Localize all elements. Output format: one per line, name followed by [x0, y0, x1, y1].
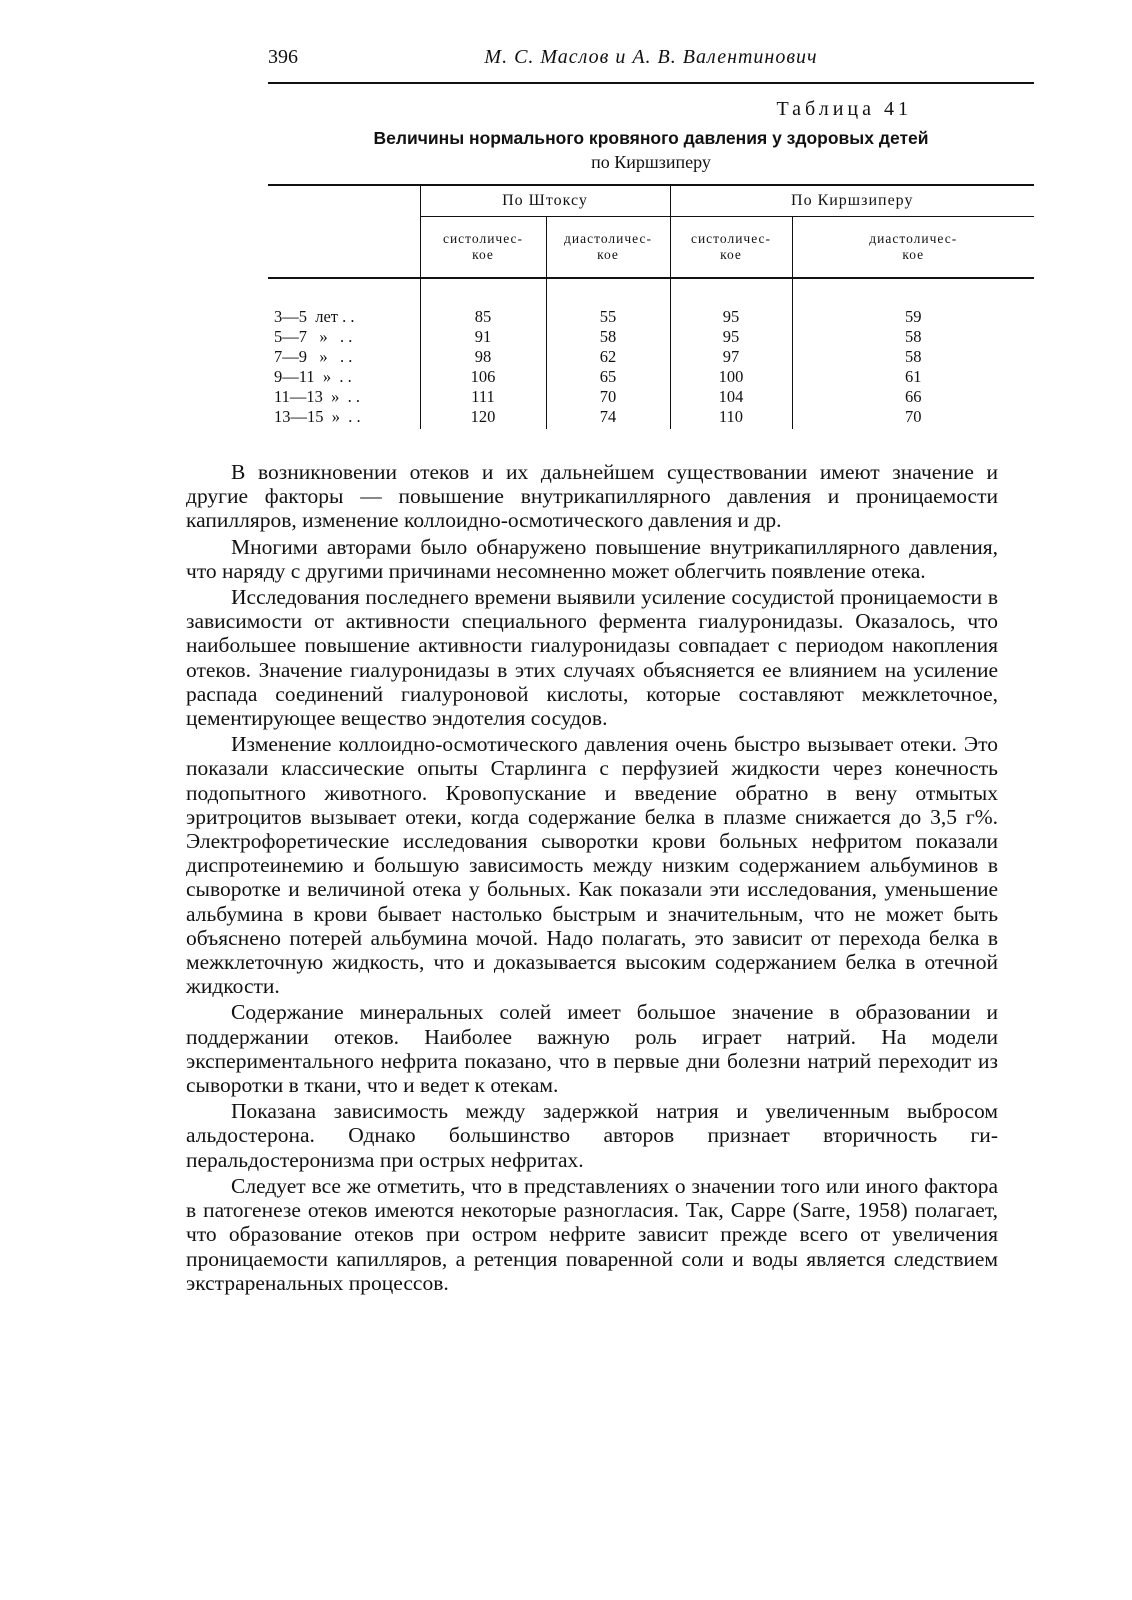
table-row: [268, 327, 1034, 347]
age-cell: 9—11 » . .: [274, 367, 352, 386]
value-cell: 74: [546, 407, 670, 429]
sub-header-text: систоличес- кое: [690, 231, 772, 262]
age-cell: 5—7 » . .: [274, 327, 353, 346]
paragraph: Изменение коллоидно-осмотического давления очень быстро вызывает отеки. Это показали классические опыты Старлинга с перфузией жидкости через конечность подопытного животного. Кровопускание и введение обратно в вену отмытых эритроцитов вызывает отеки, когда содержание белка в плазме снижается до 3,5 г%. Электрофоретические исследования сыворотки крови больных нефритом показали диспротеинемию и большую зависимость между низким содержанием альбуминов в сыворотке и величиной отека у больных. Как показали эти исследования, уменьшение альбумина в крови бывает настолько быстрым и значительным, что не может быть объяснено потерей альбумина мочой. Надо полагать, это зависит от перехода белка в межклеточную жидкость, что и доказывается высоким содержанием белка в отечной жидкости.: [186, 732, 998, 999]
value-cell: 100: [670, 367, 792, 387]
age-cell: 11—13 » . .: [274, 387, 361, 406]
value-cell: 95: [670, 307, 792, 327]
sub-header-systolic-stoks: [420, 217, 546, 279]
value-cell: 62: [546, 347, 670, 367]
value-cell: 61: [792, 367, 1034, 387]
value-cell: 65: [546, 367, 670, 387]
sub-header-text: систоличес- кое: [442, 231, 524, 262]
value-cell: 106: [420, 367, 546, 387]
group-header-stoks: По Штоксу: [420, 185, 670, 217]
sub-header-systolic-kirshziper: [670, 217, 792, 279]
table-subtitle: по Киршзиперу: [591, 152, 711, 172]
running-title: М. С. Маслов и А. В. Валентинович: [484, 46, 818, 68]
paragraph: Следует все же отметить, что в представлениях о значении того или иного фактора в патогенезе отеков имеются некоторые разногласия. Так, Сарре (Sarre, 1958) полагает, что образование отеков при остром нефрите зависит прежде всего от увеличения проницаемости капилляров, а ретенция поваренной соли и воды является следствием экстраренальных процессов.: [186, 1173, 998, 1295]
value-cell: 97: [670, 347, 792, 367]
table-row: [268, 307, 1034, 327]
group-header-kirshziper: По Киршзиперу: [670, 185, 1034, 217]
value-cell: 58: [792, 347, 1034, 367]
page-header: [268, 46, 1034, 84]
table-row: [268, 347, 1034, 367]
value-cell: 70: [546, 387, 670, 407]
value-cell: 58: [546, 327, 670, 347]
value-cell: 98: [420, 347, 546, 367]
paragraph: Исследования последнего времени выявили усиление сосудистой проницаемости в зависимости от активности специального фермента гиалуронидазы. Оказалось, что наибольшее повышение активности гиалуронидазы совпадает с периодом накопления отеков. Значение гиалуронидазы в этих случаях объясняется ее влиянием на усиление распада соединений гиалуроновой кислоты, которые составляют межклеточное, цементирующее вещество эндотелия сосудов.: [186, 585, 998, 731]
table-row: [268, 367, 1034, 387]
value-cell: 95: [670, 327, 792, 347]
sub-header-diastolic-kirshziper: [792, 217, 1034, 279]
body-text: [186, 460, 998, 1295]
age-cell: 3—5 лет . .: [274, 307, 355, 326]
value-cell: 55: [546, 307, 670, 327]
table-corner-cell: [268, 185, 420, 278]
paragraph: Содержание минеральных солей имеет большое значение в образовании и поддержании отеков. Наиболее важную роль играет натрий. На модели экспериментального нефрита показано, что в первые дни болезни натрий переходит из сыворотки в ткани, что и ведет к отекам.: [186, 1000, 998, 1098]
value-cell: 120: [420, 407, 546, 429]
age-cell: 7—9 » . .: [274, 347, 353, 366]
value-cell: 66: [792, 387, 1034, 407]
table-spacer-row: [268, 278, 1034, 307]
value-cell: 91: [420, 327, 546, 347]
paragraph: Многими авторами было обнаружено повышение внутрикапиллярного давления, что наряду с другими причинами несомненно может облегчить появление отека.: [186, 534, 998, 583]
value-cell: 59: [792, 307, 1034, 327]
page-number: 396: [268, 46, 298, 68]
table-row: [268, 387, 1034, 407]
value-cell: 58: [792, 327, 1034, 347]
table-row: [268, 407, 1034, 429]
value-cell: 104: [670, 387, 792, 407]
blood-pressure-table: [268, 184, 1034, 429]
sub-header-text: диастоличес- кое: [869, 231, 958, 262]
value-cell: 110: [670, 407, 792, 429]
paragraph: Показана зависимость между задержкой натрия и увеличенным выбросом альдостерона. Однако большинство авторов признает вторичность гиперальдостеронизма при острых нефритах.: [186, 1099, 998, 1172]
paragraph: В возникновении отеков и их дальнейшем существовании имеют значение и другие факторы — повышение внутрикапиллярного давления и проницаемости капилляров, изменение коллоидно-осмотического давления и др.: [186, 460, 998, 533]
table-title: Величины нормального кровяного давления у здоровых детей: [373, 128, 929, 148]
value-cell: 111: [420, 387, 546, 407]
age-cell: 13—15 » . .: [274, 407, 361, 426]
sub-header-diastolic-stoks: [546, 217, 670, 279]
table-label: Таблица 41: [776, 98, 912, 120]
value-cell: 70: [792, 407, 1034, 429]
value-cell: 85: [420, 307, 546, 327]
sub-header-text: диастоличес- кое: [564, 231, 652, 262]
